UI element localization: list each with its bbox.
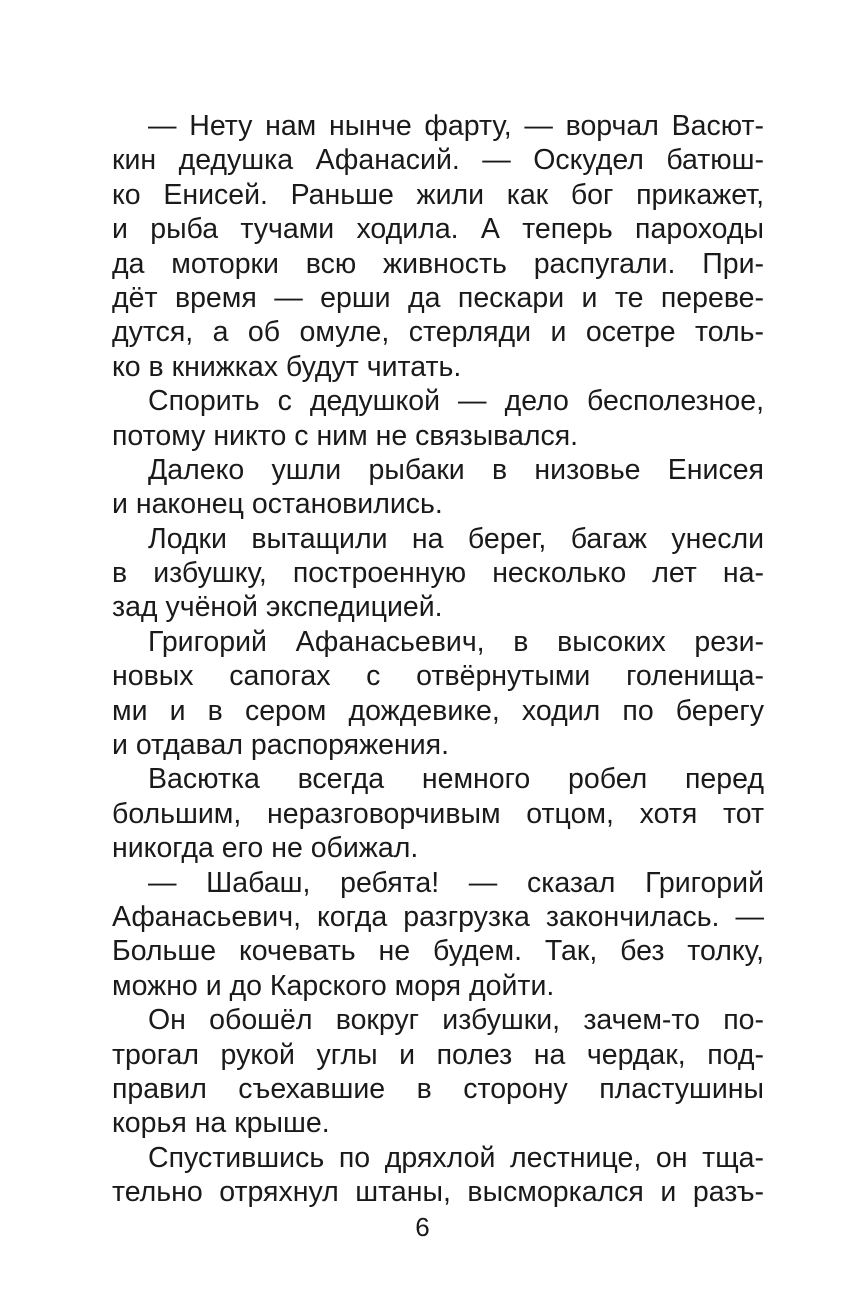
page-number: 6 xyxy=(415,1212,430,1242)
paragraph xyxy=(112,522,764,625)
text-line: — Шабаш, ребята! — сказал Григорий xyxy=(148,866,764,899)
text-line: Далеко ушли рыбаки в низовье Енисея xyxy=(148,453,764,486)
text-line: правил съехавшие в сторону пластушины xyxy=(112,1072,764,1105)
body-text xyxy=(112,109,764,1210)
text-line: Больше кочевать не будем. Так, без толку, xyxy=(112,935,764,968)
text-line: можно и до Карского моря дойти. xyxy=(112,969,555,1002)
text-line: Лодки вытащили на берег, багаж унесли xyxy=(148,522,764,555)
text-line: кин дедушка Афанасий. — Оскудел батюш- xyxy=(112,144,764,177)
paragraph xyxy=(112,866,764,1004)
text-line: и наконец остановились. xyxy=(112,488,443,521)
paragraph xyxy=(112,625,764,763)
text-line: ко в книжках будут читать. xyxy=(112,350,462,383)
text-line: никогда его не обижал. xyxy=(112,832,419,865)
text-line: Он обошёл вокруг избушки, зачем-то по- xyxy=(148,1004,764,1037)
paragraph xyxy=(112,453,764,522)
text-line: Васютка всегда немного робел перед xyxy=(148,763,764,796)
text-line: ми и в сером дождевике, ходил по берегу xyxy=(112,694,764,727)
text-line: корья на крыше. xyxy=(112,1107,330,1140)
paragraph xyxy=(112,384,764,453)
text-line: Спорить с дедушкой — дело бесполезное, xyxy=(148,385,764,418)
text-line: и отдавал распоряжения. xyxy=(112,729,449,762)
text-line: да моторки всю живность распугали. При- xyxy=(112,247,764,280)
text-line: дутся, а об омуле, стерляди и осетре толь- xyxy=(112,316,764,349)
text-line: Григорий Афанасьевич, в высоких рези- xyxy=(148,625,764,658)
paragraph xyxy=(112,109,764,384)
text-line: — Нету нам нынче фарту, — ворчал Васют- xyxy=(148,110,764,142)
text-line: Спустившись по дряхлой лестнице, он тща- xyxy=(148,1141,764,1174)
text-line: зад учёной экспедицией. xyxy=(112,591,443,624)
text-line: новых сапогах с отвёрнутыми голенища- xyxy=(112,660,764,693)
text-line: большим, неразговорчивым отцом, хотя тот xyxy=(112,797,764,830)
text-line: в избушку, построенную несколько лет на- xyxy=(112,557,764,590)
text-line: и рыба тучами ходила. А теперь пароходы xyxy=(112,213,764,246)
text-line: дёт время — ерши да пескари и те переве- xyxy=(112,281,764,314)
text-line: ко Енисей. Раньше жили как бог прикажет, xyxy=(112,178,764,211)
text-line: потому никто с ним не связывался. xyxy=(112,419,579,452)
text-line: Афанасьевич, когда разгрузка закончилась. — xyxy=(112,900,764,933)
paragraph xyxy=(112,1141,764,1210)
paragraph xyxy=(112,762,764,865)
text-line: тельно отряхнул штаны, высморкался и разъ- xyxy=(112,1176,764,1209)
text-line: трогал рукой углы и полез на чердак, под- xyxy=(112,1038,764,1071)
paragraph xyxy=(112,1003,764,1141)
